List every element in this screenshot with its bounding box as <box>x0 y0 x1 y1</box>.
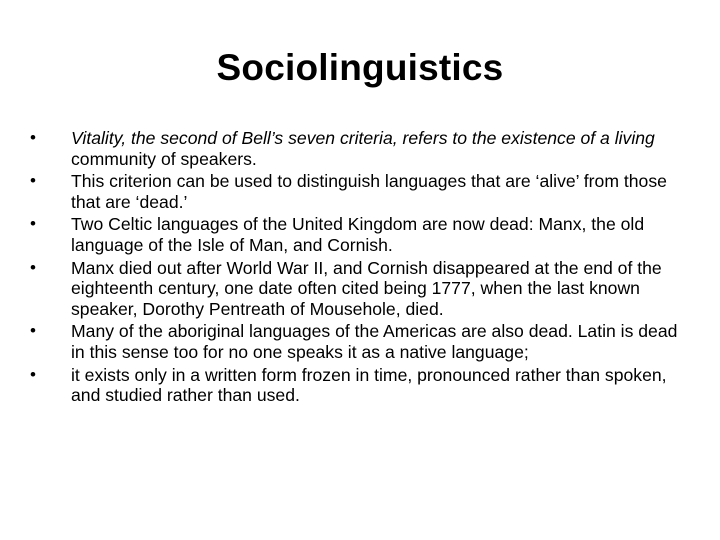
bullet-item <box>30 214 680 255</box>
bullet-item <box>30 321 680 362</box>
bullet-text: This criterion can be used to distinguish languages that are ‘alive’ from those that are ‘dead.’ <box>71 171 667 212</box>
bullet-icon: • <box>30 128 36 147</box>
bullet-item <box>30 365 680 406</box>
bullet-text: Manx died out after World War II, and Cornish disappeared at the end of the eighteenth century, one date often cited being 1777, when the last known speaker, Dorothy Pentreath of Mousehole, died. <box>71 257 662 319</box>
bullet-icon: • <box>30 171 36 191</box>
bullet-icon: • <box>30 321 36 341</box>
bullet-list <box>30 128 680 408</box>
bullet-icon: • <box>30 364 36 384</box>
bullet-item <box>30 171 680 212</box>
bullet-text: community of speakers. <box>71 148 257 169</box>
bullet-item <box>30 258 680 320</box>
slide-title: Sociolinguistics <box>216 47 504 88</box>
bullet-text: it exists only in a written form frozen in time, pronounced rather than spoken, and studied rather than used. <box>71 364 667 406</box>
bullet-icon: • <box>30 214 36 234</box>
bullet-text: Two Celtic languages of the United Kingdom are now dead: Manx, the old language of the Isle of Man, and Cornish. <box>71 214 645 255</box>
bullet-text: Many of the aboriginal languages of the Americas are also dead. Latin is dead in this sense too for no one speaks it as a native language; <box>71 321 678 362</box>
bullet-item <box>30 128 680 169</box>
bullet-italic-text: Vitality, the second of Bell’s seven criteria, refers to the existence of a living <box>71 128 655 148</box>
bullet-icon: • <box>30 257 36 277</box>
